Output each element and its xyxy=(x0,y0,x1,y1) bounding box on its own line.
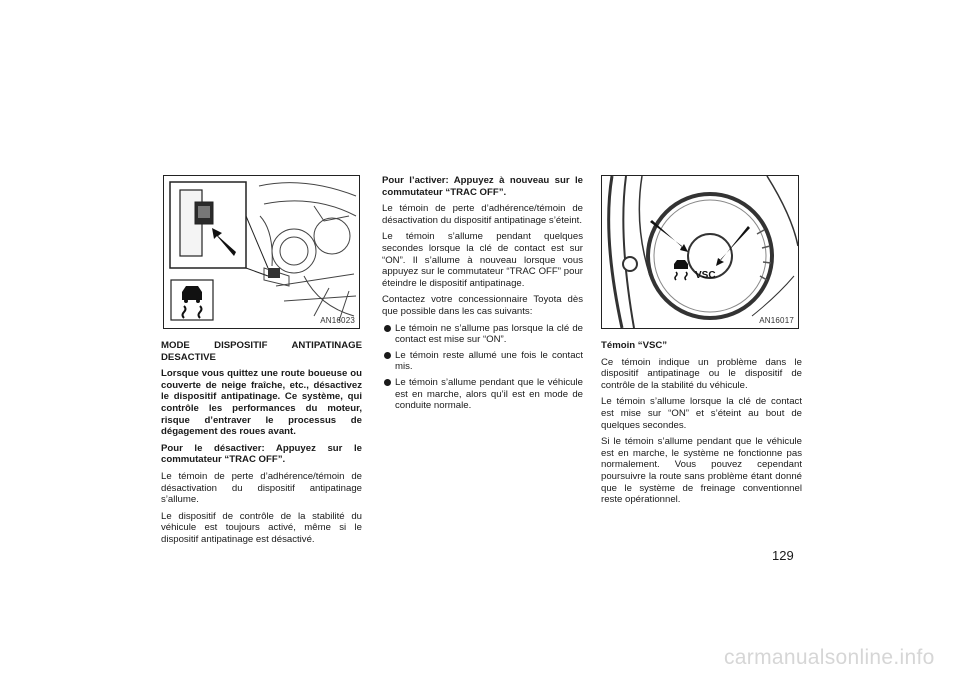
vsc-lamp-label: VSC xyxy=(695,270,716,281)
figure-code: AN16017 xyxy=(759,316,794,325)
deactivate-instruction: Pour le désactiver: Appuyez sur le commutateur “TRAC OFF”. xyxy=(161,442,362,466)
paragraph: Le témoin de perte d’adhérence/témoin de désactivation du dispositif antipatinage s’allume. xyxy=(161,470,362,506)
paragraph: Ce témoin indique un problème dans le dispositif antipatinage ou le dispositif de contrôle de la stabilité du véhicule. xyxy=(601,356,802,391)
bullet-icon xyxy=(384,352,391,359)
figure-code: AN16023 xyxy=(320,316,355,325)
list-item: Le témoin reste allumé une fois le contact mis. xyxy=(382,350,583,373)
warning-paragraph: Lorsque vous quittez une route boueuse ou couverte de neige fraîche, etc., désactivez le dispositif antipatinage. Ce système, qui contrôle les performances du moteur, risque d’entraver le processus de dégagement des roues avant. xyxy=(161,368,362,438)
instrument-cluster-illustration xyxy=(602,176,798,328)
column-left xyxy=(161,340,362,551)
section-heading-cont: DESACTIVE xyxy=(161,351,216,363)
watermark: carmanualsonline.info xyxy=(724,646,935,669)
section-heading: Témoin “VSC” xyxy=(601,340,668,351)
paragraph: Le témoin s’allume pendant quelques secondes lorsque la clé de contact est sur “ON”. Il s’allume à nouveau lorsque vous appuyez sur le commutateur “TRAC OFF” pour éteindre le dispositif antipatinage. xyxy=(382,231,583,289)
section-heading: MODE DISPOSITIF ANTIPATINAGE xyxy=(161,340,362,351)
paragraph: Le témoin de perte d’adhérence/témoin de désactivation du dispositif antipatinage s’éteint. xyxy=(382,203,583,226)
paragraph: Le témoin s’allume lorsque la clé de contact est mise sur “ON” et s’éteint au bout de quelques secondes. xyxy=(601,396,802,431)
bullet-list xyxy=(382,323,583,412)
paragraph: Le dispositif de contrôle de la stabilité du véhicule est toujours activé, même si le dispositif antipatinage est désactivé. xyxy=(161,510,362,545)
figure-vsc-indicator xyxy=(601,175,799,329)
list-item: Le témoin ne s’allume pas lorsque la clé de contact est mise sur “ON”. xyxy=(382,323,583,346)
page-number: 129 xyxy=(772,548,794,563)
figure-trac-off-switch xyxy=(163,175,360,329)
list-item: Le témoin s’allume pendant que le véhicule est en marche, alors qu’il est en mode de conduite normale. xyxy=(382,377,583,412)
paragraph: Si le témoin s’allume pendant que le véhicule est en marche, le système ne fonctionne pas normalement. Vous pouvez cependant poursuivre la route sans problème étant donné que le système de freinage conventionnel reste opérationnel. xyxy=(601,436,802,506)
column-middle xyxy=(382,175,583,416)
dashboard-illustration xyxy=(164,176,359,328)
bullet-icon xyxy=(384,325,391,332)
bullet-icon xyxy=(384,379,391,386)
column-right xyxy=(601,340,802,511)
activate-instruction: Pour l’activer: Appuyez à nouveau sur le commutateur “TRAC OFF”. xyxy=(382,175,583,198)
paragraph: Contactez votre concessionnaire Toyota dès que possible dans les cas suivants: xyxy=(382,294,583,317)
